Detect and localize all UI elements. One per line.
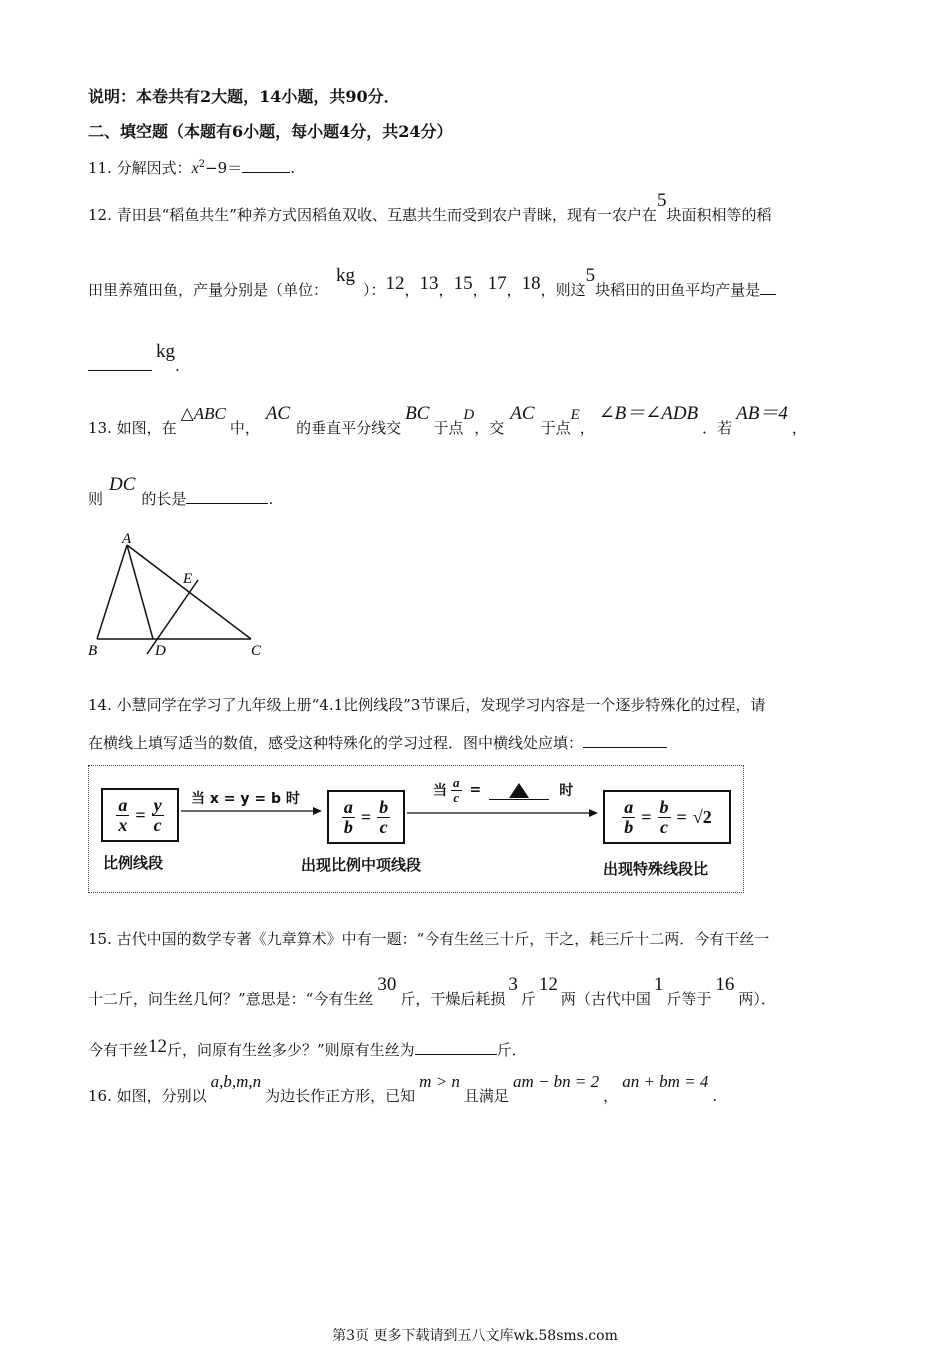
q12-comma: ， [404, 281, 420, 299]
then-text: 时 [559, 783, 574, 800]
numerator: b [379, 796, 389, 817]
q12-number: 5 [585, 265, 596, 286]
q13-segment: BC [405, 403, 430, 424]
question-15-line-2 [88, 974, 776, 1010]
q12-number: 5 [656, 190, 667, 211]
q15-text: 今有干丝 [88, 1041, 149, 1059]
proportion-diagram [88, 765, 744, 893]
q12-text: ，则这 [540, 281, 586, 299]
answer-blank[interactable] [760, 294, 776, 295]
sqrt-two: √2 [692, 806, 712, 827]
q15-text: 两（古代中国 [560, 990, 651, 1008]
denominator: b [343, 816, 353, 837]
question-15-line-1: 15. 古代中国的数学专著《九章算术》中有一题：“今有生丝三十斤，干之，耗三斤十二两．今有干丝一 [88, 930, 770, 948]
stage-label-1: 比例线段 [103, 854, 164, 872]
q16-equation-1: am − bn = 2 [512, 1072, 600, 1091]
q15-number: 12 [538, 974, 558, 995]
q15-text: 斤，干燥后耗损 [400, 990, 506, 1008]
answer-blank[interactable] [583, 747, 667, 748]
q11-end: . [290, 159, 296, 177]
q13-text: 13. 如图，在 [88, 419, 177, 437]
equals: = [676, 806, 687, 827]
q13-angle: ∠B＝∠ADB [598, 403, 699, 424]
triangle-blank[interactable] [489, 781, 549, 800]
section-title: 二、填空题（本题有6小题，每小题4分，共24分） [88, 122, 453, 141]
answer-blank[interactable] [415, 1054, 497, 1055]
q12-text: 田里养殖田鱼，产量分别是（单位： [88, 281, 329, 299]
q15-text: 斤，问原有生丝多少？”则原有生丝为 [167, 1041, 415, 1059]
q13-text: 于点 [433, 419, 464, 437]
numerator: a [453, 775, 460, 790]
label-c: C [251, 643, 262, 659]
q13-text: ．若 [702, 419, 733, 437]
q11-exponent: 2 [198, 159, 206, 170]
when-text: 当 [433, 783, 447, 800]
q11-text: 11. 分解因式： [88, 159, 192, 177]
condition-label-1: 当 x = y = b 时 [191, 791, 300, 807]
q15-number: 3 [508, 974, 518, 995]
q12-end: . [175, 357, 180, 375]
q16-text: 16. 如图，分别以 [88, 1087, 207, 1105]
exam-note: 说明：本卷共有2大题，14小题，共90分． [88, 87, 400, 106]
arrow-right-icon [407, 808, 599, 818]
denominator: b [624, 816, 634, 837]
q13-segment: AC [510, 403, 535, 424]
side-ab [97, 545, 127, 639]
label-a: A [122, 531, 132, 547]
q15-text: 十二斤，问生丝几何？”意思是：“今有生丝 [88, 990, 374, 1008]
q11-var-x: x [191, 160, 199, 177]
q13-text: ， [791, 419, 807, 437]
equals: = [469, 782, 482, 799]
segment-ad [127, 545, 153, 639]
q16-text: 为边长作正方形，已知 [265, 1087, 416, 1105]
q12-comma: ， [506, 281, 522, 299]
denominator: c [453, 789, 460, 805]
q16-equation-2: an + bm = 4 [622, 1072, 709, 1091]
ratio-box-1 [101, 788, 179, 842]
question-16 [88, 1072, 718, 1106]
equals: = [641, 806, 652, 827]
label-e: E [183, 571, 193, 587]
denominator: c [379, 816, 388, 837]
numerator: a [118, 794, 128, 815]
q14-text: 在横线上填写适当的数值，感受这种特殊化的学习过程．图中横线处应填： [88, 734, 584, 752]
q13-end: . [268, 490, 274, 508]
q12-unit: kg [156, 341, 175, 362]
q13-triangle: △ABC [180, 404, 226, 423]
label-d: D [155, 643, 166, 659]
q15-text: 两）． [738, 990, 776, 1008]
triangle-figure [84, 528, 274, 663]
q12-comma: ， [472, 281, 488, 299]
q16-end: . [712, 1087, 718, 1105]
question-12-line-2 [88, 265, 776, 301]
q12-value: 18 [521, 273, 541, 294]
question-13-line-2 [88, 474, 274, 510]
stage-label-3: 出现特殊线段比 [603, 860, 709, 878]
q13-point: D [463, 407, 475, 423]
q15-number: 12 [148, 1036, 168, 1057]
q12-text: 块面积相等的稻 [666, 206, 772, 224]
q15-number: 16 [715, 974, 735, 995]
condition-label-2 [433, 776, 573, 804]
question-14-line-2 [88, 732, 667, 753]
page-footer: 第3页 更多下载请到五八文库wk.58sms.com [332, 1328, 618, 1344]
q13-text: 中， [229, 419, 260, 437]
q12-unit: kg [336, 265, 356, 286]
denominator: c [660, 816, 669, 837]
label-b: B [88, 643, 98, 659]
denominator: x [118, 814, 128, 835]
q12-text: 12. 青田县“稻鱼共生”种养方式因稻鱼双收、互惠共生而受到农户青睐，现有一农户在 [88, 206, 657, 224]
q16-variables: a,b,m,n [210, 1072, 262, 1091]
question-12-line-3 [88, 341, 180, 377]
ratio-box-3 [603, 790, 731, 844]
numerator: a [343, 796, 353, 817]
arrow-right-icon [181, 806, 323, 816]
q12-text: ）： [363, 281, 386, 299]
equals: = [135, 804, 146, 825]
q11-text-b: −9＝ [205, 159, 243, 177]
triangle-icon [509, 783, 529, 799]
ratio-box-2 [327, 790, 405, 844]
numerator: a [624, 796, 634, 817]
q16-text: 且满足 [463, 1087, 509, 1105]
question-14-line-1: 14. 小慧同学在学习了九年级上册“4.1比例线段”3节课后，发现学习内容是一个逐步特殊化的过程，请 [88, 696, 766, 714]
question-11 [88, 157, 295, 178]
question-15-line-3 [88, 1036, 527, 1061]
q15-text: 斤． [496, 1041, 527, 1059]
answer-blank[interactable] [242, 172, 290, 173]
q12-value: 17 [487, 273, 507, 294]
numerator: y [153, 794, 162, 815]
q13-text: 于点 [540, 419, 571, 437]
q13-segment: AC [265, 403, 291, 424]
stage-label-2: 出现比例中项线段 [301, 856, 422, 874]
answer-blank[interactable] [88, 370, 152, 371]
q12-value: 12 [385, 273, 405, 294]
q12-text: 块稻田的田鱼平均产量是 [595, 281, 761, 299]
question-13-line-1 [88, 403, 807, 439]
q15-text: 斤等于 [666, 990, 712, 1008]
q12-comma: ， [438, 281, 454, 299]
q15-number: 30 [377, 974, 397, 995]
q13-text: ，交 [474, 419, 505, 437]
q13-point: E [570, 407, 580, 423]
q13-text: 的垂直平分线交 [296, 419, 402, 437]
q16-comma: ， [603, 1087, 619, 1105]
q13-text: 的长是 [141, 490, 187, 508]
q13-text: ， [579, 419, 595, 437]
answer-blank[interactable] [186, 503, 268, 504]
equals: = [360, 806, 372, 827]
q16-condition: m > n [419, 1072, 460, 1091]
q15-text: 斤 [520, 990, 536, 1008]
q12-value: 13 [419, 273, 439, 294]
q13-length: AB＝4 [736, 403, 788, 424]
q12-value: 15 [453, 273, 473, 294]
denominator: c [153, 814, 162, 835]
q15-number: 1 [653, 974, 664, 995]
numerator: b [659, 796, 669, 817]
q13-text: 则 [88, 490, 104, 508]
q13-segment: DC [109, 474, 136, 495]
question-12-line-1 [88, 190, 772, 226]
